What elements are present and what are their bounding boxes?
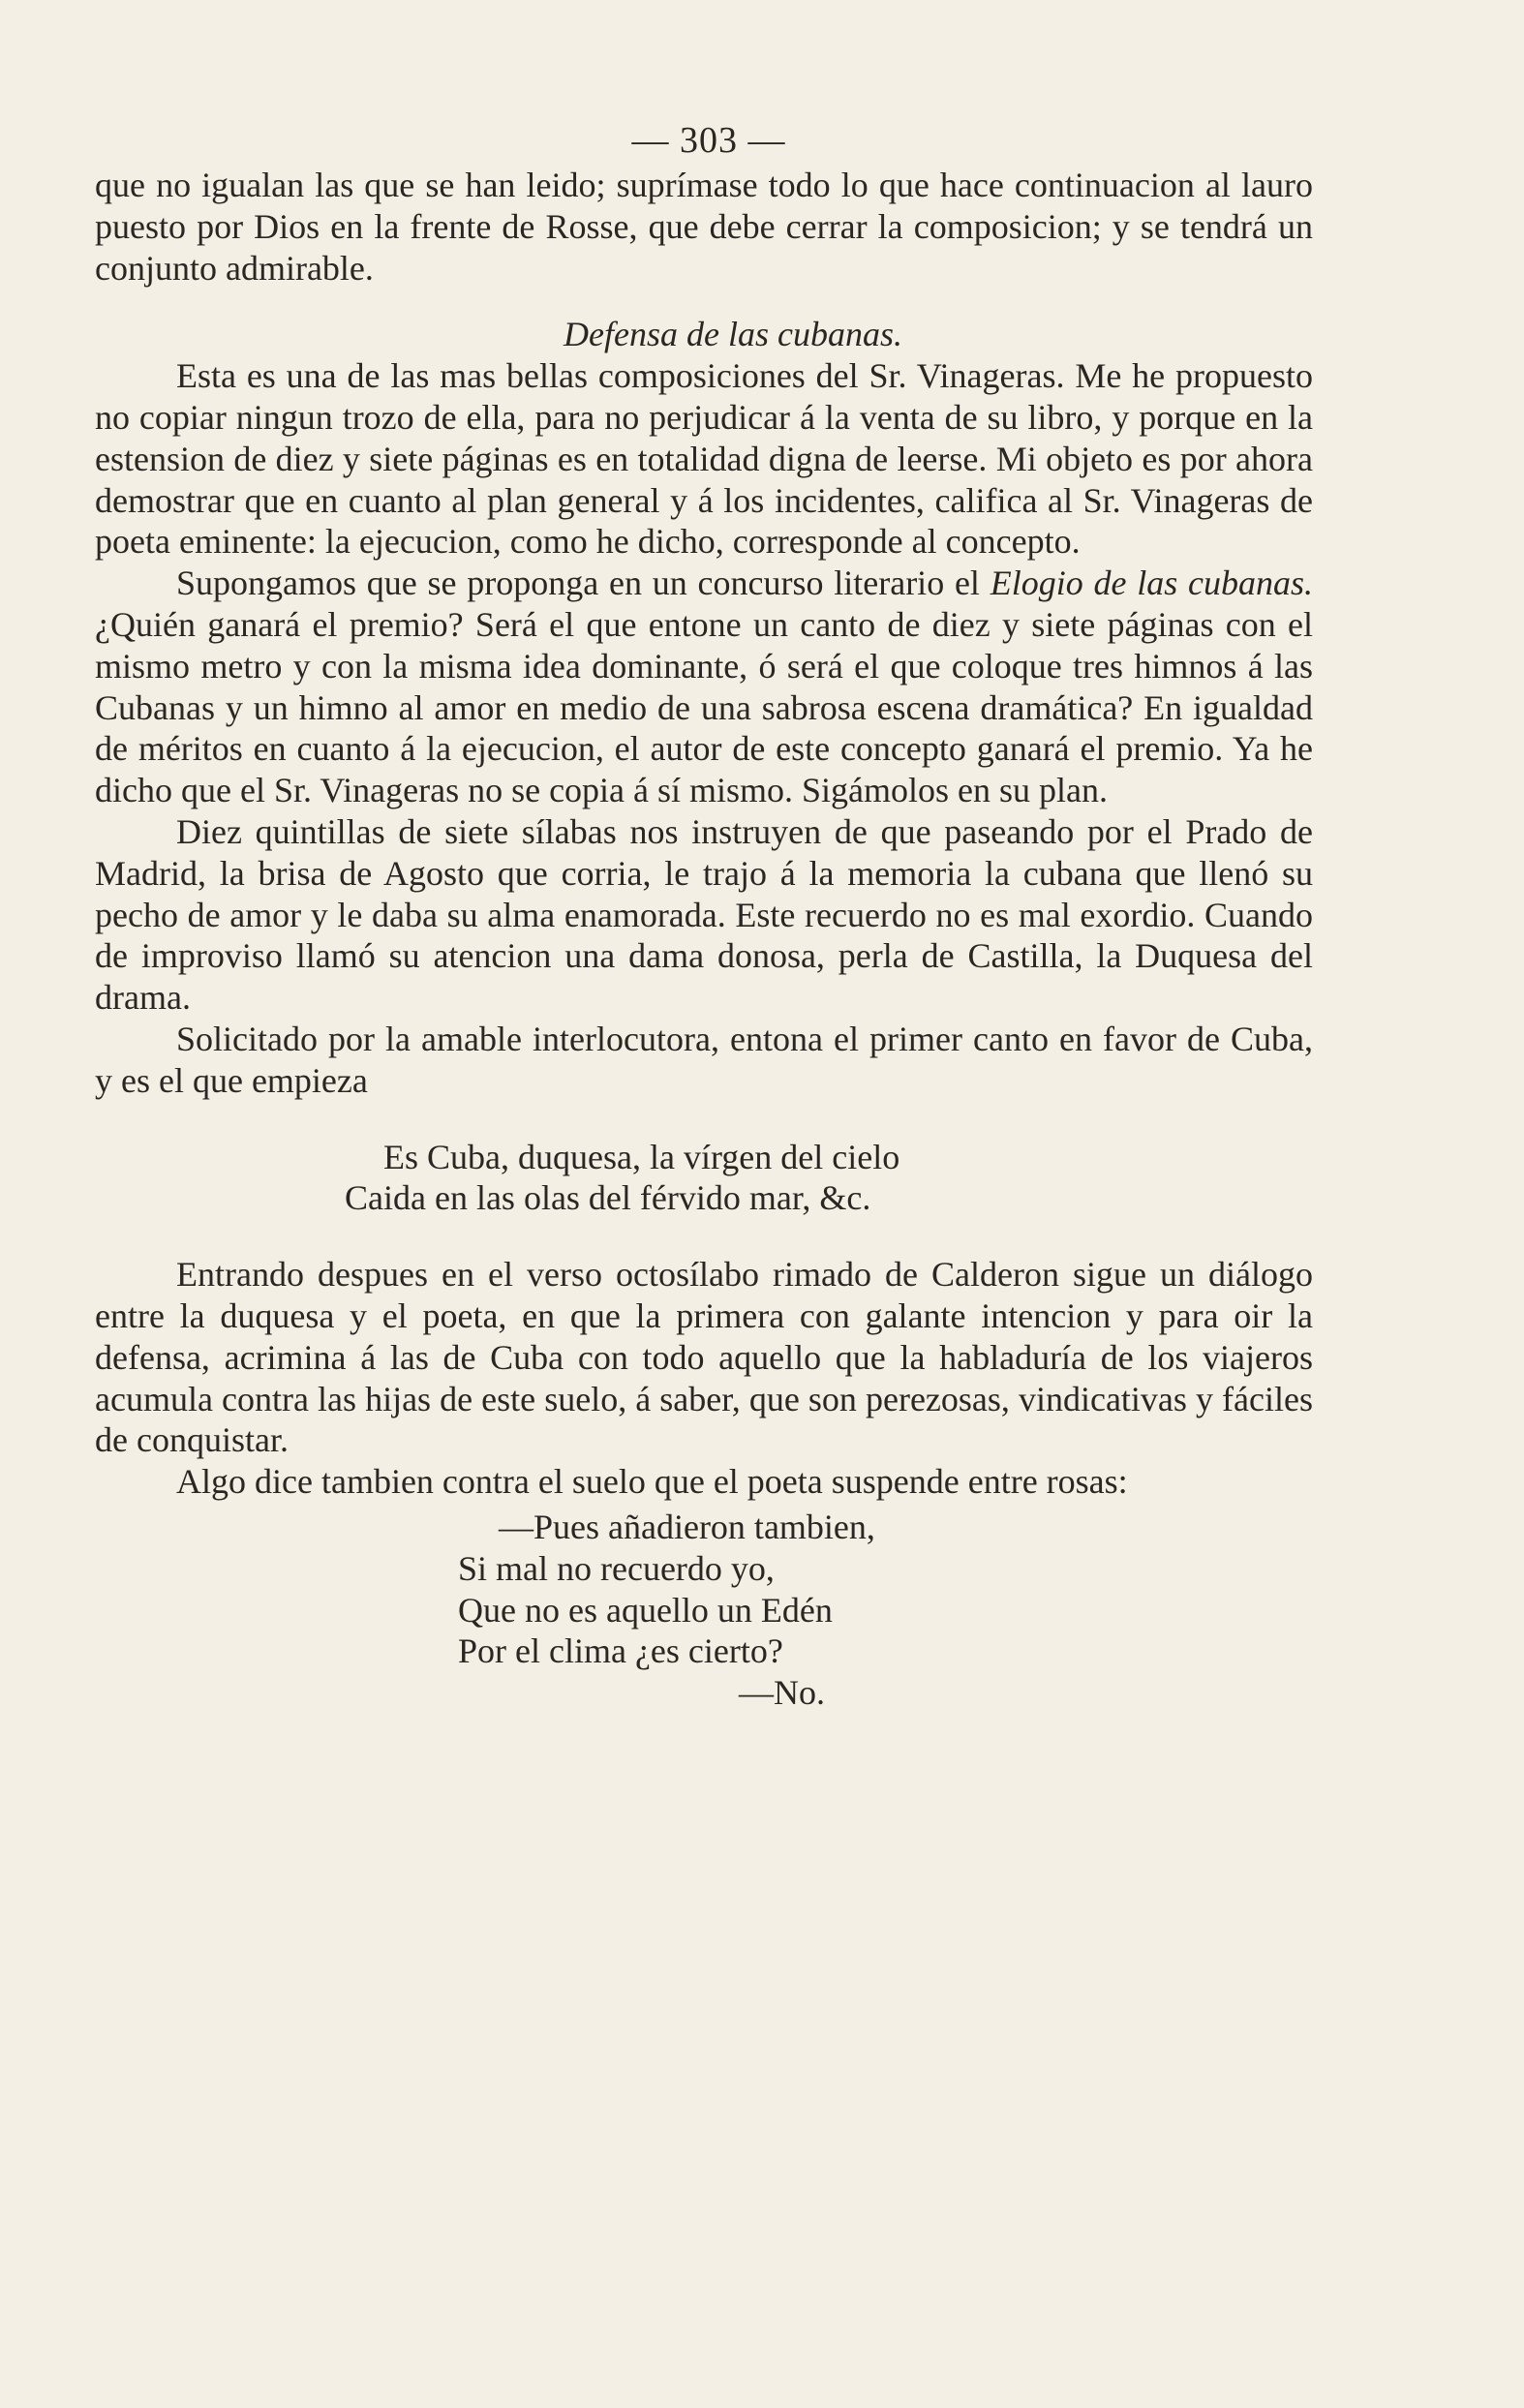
paragraph-continuation: que no igualan las que se han leido; suprímase todo lo que hace continuacion al lauro puesto por Dios en la frente de Rosse, que debe cerrar la composicion; y se tendrá un conjunto admirable. (95, 166, 1313, 288)
verse-line: Caida en las olas del férvido mar, &c. (345, 1178, 871, 1218)
page-text (95, 116, 1313, 1714)
poem-line: Por el clima ¿es cierto? (458, 1631, 783, 1671)
poem-line: —No. (739, 1673, 825, 1713)
poem-quote (95, 1507, 1313, 1714)
paragraph-contest-start: Supongamos que se proponga en un concurso literario el (176, 564, 991, 603)
verse-quote (95, 1137, 1313, 1220)
paragraph-contest-end: ¿Quién ganará el premio? Será el que entone un canto de diez y siete páginas con el mismo metro y con la misma idea dominante, ó será el que coloque tres himnos á las Cubanas y un himno al amor en medio de una sabrosa escena dramática? En igualdad de méritos en cuanto á la ejecucion, el autor de este concepto ganará el premio. Ya he dicho que el Sr. Vinageras no se copia á sí mismo. Sigámolos en su plan. (95, 604, 1313, 810)
poem-line: —Pues añadieron tambien, (499, 1507, 875, 1546)
paragraph-review: Esta es una de las mas bellas composiciones del Sr. Vinageras. Me he propuesto no copiar ningun trozo de ella, para no perjudicar á la venta de su libro, y porque en la estension de diez y siete páginas es en totalidad digna de leerse. Mi objeto es por ahora demostrar que en cuanto al plan general y á los incidentes, califica al Sr. Vinageras de poeta eminente: la ejecucion, como he dicho, corresponde al concepto. (95, 356, 1313, 562)
paragraph-plan: Diez quintillas de siete sílabas nos instruyen de que paseando por el Prado de Madrid, la brisa de Agosto que corria, le trajo á la memoria la cubana que llenó su pecho de amor y le daba su alma enamorada. Este recuerdo no es mal exordio. Cuando de improviso llamó su atencion una dama donosa, perla de Castilla, la Duquesa del drama. (95, 811, 1313, 1018)
paragraph-dialogue: Entrando despues en el verso octosílabo rimado de Calderon sigue un diálogo entre la duquesa y el poeta, en que la primera con galante intencion y para oir la defensa, acrimina á las de Cuba con todo aquello que la habladuría de los viajeros acumula contra las hijas de este suelo, á saber, que son perezosas, vindicativas y fáciles de conquistar. (95, 1255, 1313, 1460)
page-number: — 303 — (631, 120, 786, 161)
paragraph-roses: Algo dice tambien contra el suelo que el poeta suspende entre rosas: (176, 1462, 1128, 1502)
poem-line: Que no es aquello un Edén (458, 1590, 833, 1630)
verse-line: Es Cuba, duquesa, la vírgen del cielo (383, 1137, 900, 1176)
section-title: Defensa de las cubanas. (564, 315, 902, 354)
poem-line: Si mal no recuerdo yo, (458, 1548, 775, 1588)
work-title-reference: Elogio de las cubanas. (990, 564, 1313, 603)
paragraph-contest (95, 563, 1313, 811)
paragraph-first-canto: Solicitado por la amable interlocutora, entona el primer canto en favor de Cuba, y es el que empieza (95, 1019, 1313, 1100)
